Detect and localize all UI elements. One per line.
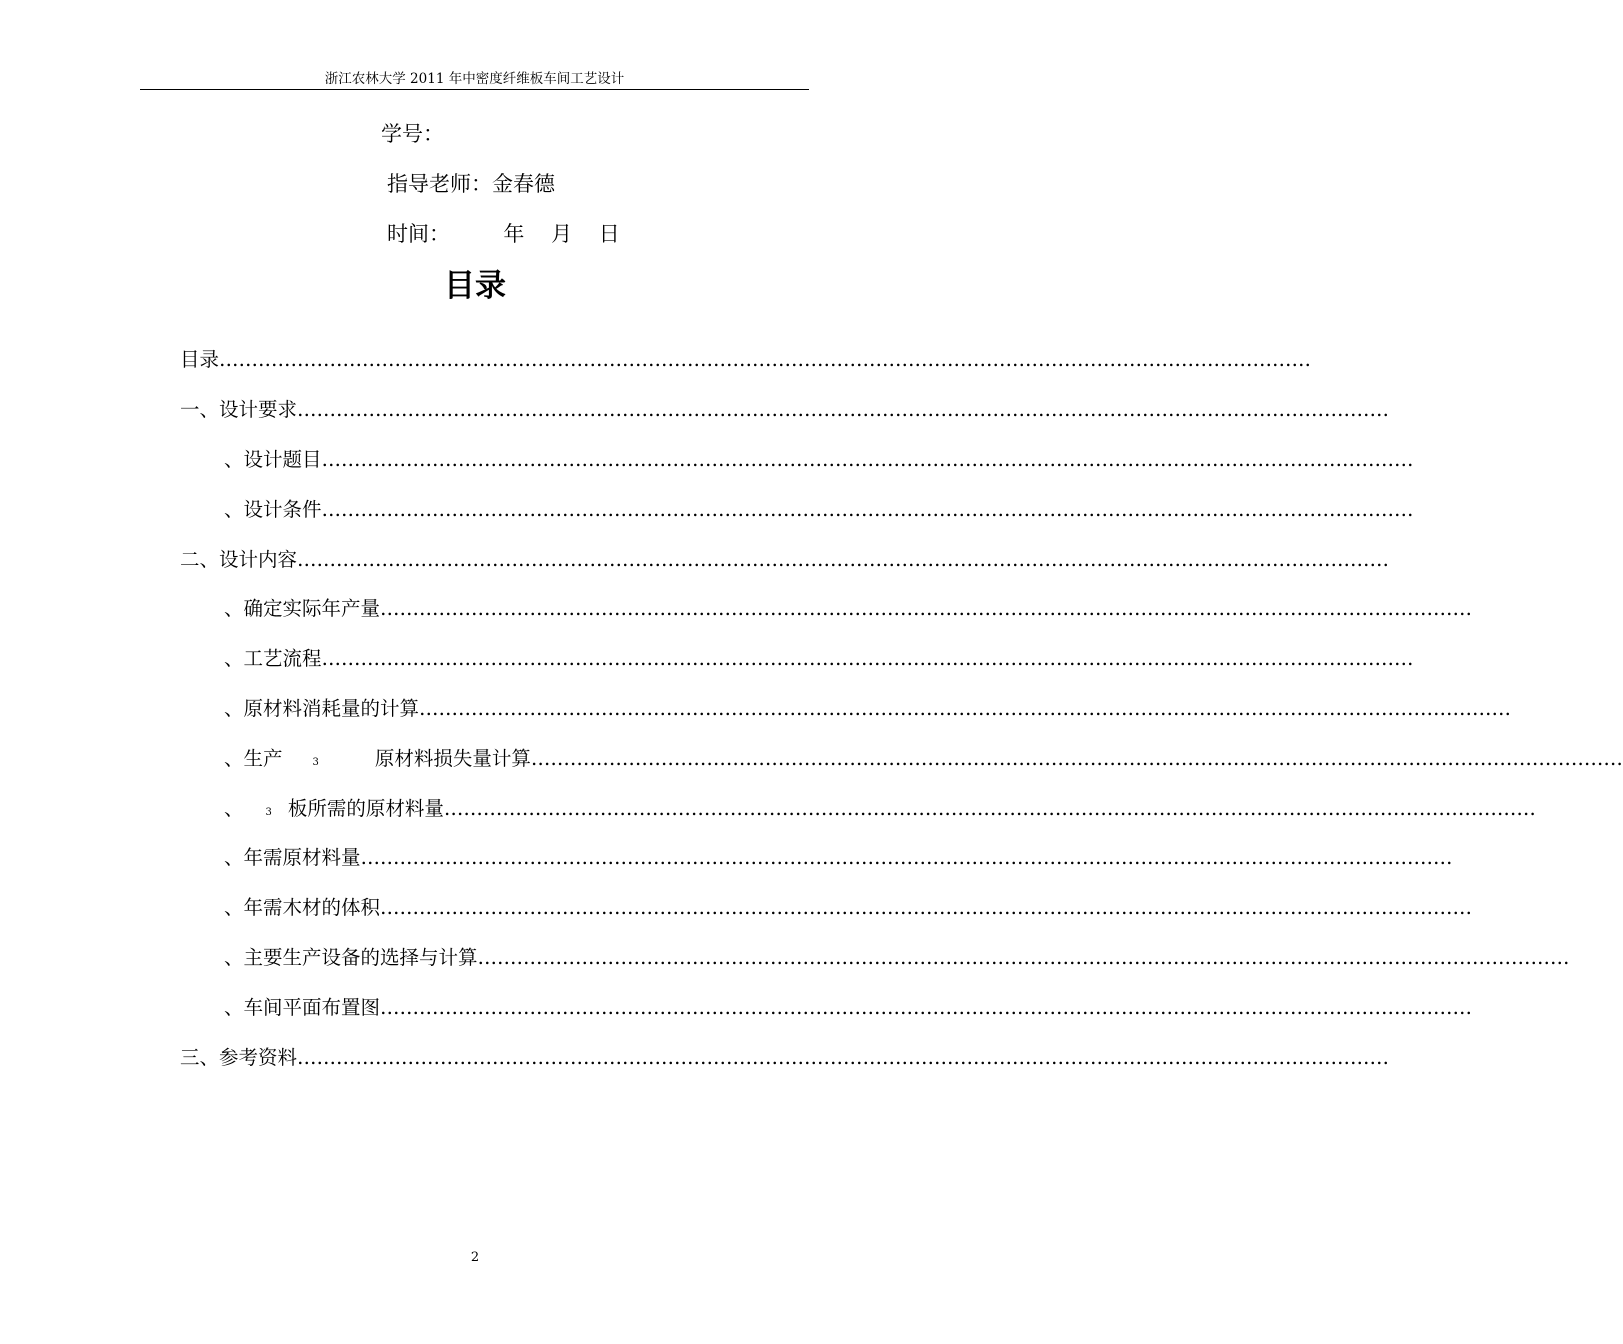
- toc-entry-label: 、主要生产设备的选择与计算: [224, 946, 478, 969]
- toc-dot-leader: ……………………………………………………………………………………………………………………………………………………: [297, 398, 1390, 421]
- toc-entry[interactable]: [224, 794, 1536, 824]
- toc-dot-leader: ……………………………………………………………………………………………………………………………………………………: [380, 597, 1473, 620]
- toc-entry[interactable]: [224, 744, 1623, 774]
- toc-entry[interactable]: [180, 345, 1312, 375]
- toc-entry[interactable]: [224, 843, 1453, 873]
- toc-entry[interactable]: [224, 644, 1414, 674]
- toc-entry[interactable]: [180, 395, 1390, 425]
- toc-entry[interactable]: [224, 495, 1414, 525]
- toc-entry-label: 、: [224, 797, 244, 820]
- toc-entry[interactable]: [224, 445, 1414, 475]
- toc-entry-label: 一、设计要求: [180, 398, 298, 421]
- toc-dot-leader: ……………………………………………………………………………………………………………………………………………………: [321, 498, 1414, 521]
- toc-dot-leader: ……………………………………………………………………………………………………………………………………………………: [297, 1046, 1390, 1069]
- page-number: 2: [470, 1250, 480, 1265]
- toc-entry-label: 、设计条件: [224, 498, 322, 521]
- toc-entry[interactable]: [224, 943, 1570, 973]
- toc-entry[interactable]: [224, 594, 1473, 624]
- toc-dot-leader: ……………………………………………………………………………………………………………………………………………………: [380, 996, 1473, 1019]
- student-id-line: 学号：: [381, 122, 444, 146]
- advisor-line: 指导老师：金春德: [387, 172, 555, 196]
- toc-entry-label: 、年需木材的体积: [224, 896, 381, 919]
- superscript-three: 3: [265, 807, 272, 818]
- toc-entry[interactable]: [180, 545, 1390, 575]
- toc-entry[interactable]: [224, 993, 1473, 1023]
- toc-entry-label: 三、参考资料: [180, 1046, 298, 1069]
- toc-entry[interactable]: [180, 1043, 1390, 1073]
- toc-entry-label: 、确定实际年产量: [224, 597, 381, 620]
- toc-title: 目录: [444, 268, 506, 304]
- toc-entry-label: 二、设计内容: [180, 548, 298, 571]
- toc-dot-leader: ……………………………………………………………………………………………………………………………………………………: [477, 946, 1570, 969]
- toc-dot-leader: ……………………………………………………………………………………………………………………………………………………: [321, 448, 1414, 471]
- toc-entry-label: 、工艺流程: [224, 647, 322, 670]
- toc-entry-label: 板所需的原材料量: [287, 797, 444, 820]
- toc-entry[interactable]: [224, 694, 1512, 724]
- running-header: 浙江农林大学 2011 年中密度纤维板车间工艺设计: [324, 71, 625, 87]
- toc-dot-leader: ……………………………………………………………………………………………………………………………………………………: [219, 348, 1312, 371]
- toc-dot-leader: ……………………………………………………………………………………………………………………………………………………: [530, 747, 1623, 770]
- toc-entry-label: 原材料损失量计算: [374, 747, 531, 770]
- toc-entry-label: 、设计题目: [224, 448, 322, 471]
- superscript-three: 3: [312, 757, 319, 768]
- toc-dot-leader: ……………………………………………………………………………………………………………………………………………………: [360, 846, 1453, 869]
- toc-entry-label: 目录: [180, 348, 220, 371]
- toc-dot-leader: ……………………………………………………………………………………………………………………………………………………: [297, 548, 1390, 571]
- toc-entry-label: 、年需原材料量: [224, 846, 361, 869]
- toc-dot-leader: ……………………………………………………………………………………………………………………………………………………: [443, 797, 1536, 820]
- date-line: 时间： 年 月 日: [387, 222, 620, 246]
- toc-entry-label: 、原材料消耗量的计算: [224, 697, 420, 720]
- toc-entry-label: 、车间平面布置图: [224, 996, 381, 1019]
- toc-entry[interactable]: [224, 893, 1473, 923]
- toc-dot-leader: ……………………………………………………………………………………………………………………………………………………: [380, 896, 1473, 919]
- toc-dot-leader: ……………………………………………………………………………………………………………………………………………………: [419, 697, 1512, 720]
- toc-dot-leader: ……………………………………………………………………………………………………………………………………………………: [321, 647, 1414, 670]
- toc-entry-label: 、生产: [224, 747, 283, 770]
